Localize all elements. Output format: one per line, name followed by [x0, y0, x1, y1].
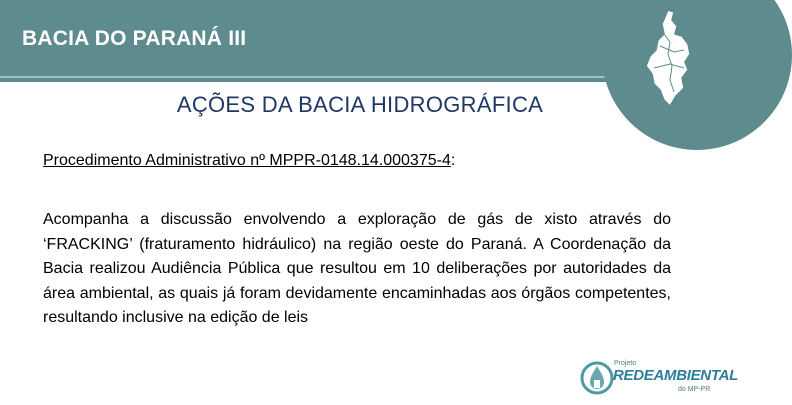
procedure-heading [43, 152, 455, 170]
slide-title: AÇÕES DA BACIA HIDROGRÁFICA [176, 92, 544, 117]
procedure-suffix: : [450, 152, 456, 169]
logo-bottom-text: do MP-PR [678, 386, 711, 393]
logo-top-text: Projeto [614, 360, 637, 367]
header-title: BACIA DO PARANÁ III [22, 27, 247, 50]
water-drop-icon [580, 358, 614, 396]
body-paragraph: Acompanha a discussão envolvendo a exploração de gás de xisto através do ‘FRACKING’ (fraturamento hidráulico) na região oeste do Paraná. A Coordenação da Bacia realizou Audiência Pública que resultou em 10 deliberações por autoridades da área ambiental, as quais já foram devidamente encaminhadas aos órgãos competentes, resultando inclusive na edição de leis [43, 211, 671, 326]
logo-brand-text: REDEAMBIENTAL [613, 367, 738, 384]
rede-ambiental-logo [580, 358, 738, 400]
procedure-label: Procedimento Administrativo nº MPPR-0148.14.000375-4 [43, 152, 451, 169]
